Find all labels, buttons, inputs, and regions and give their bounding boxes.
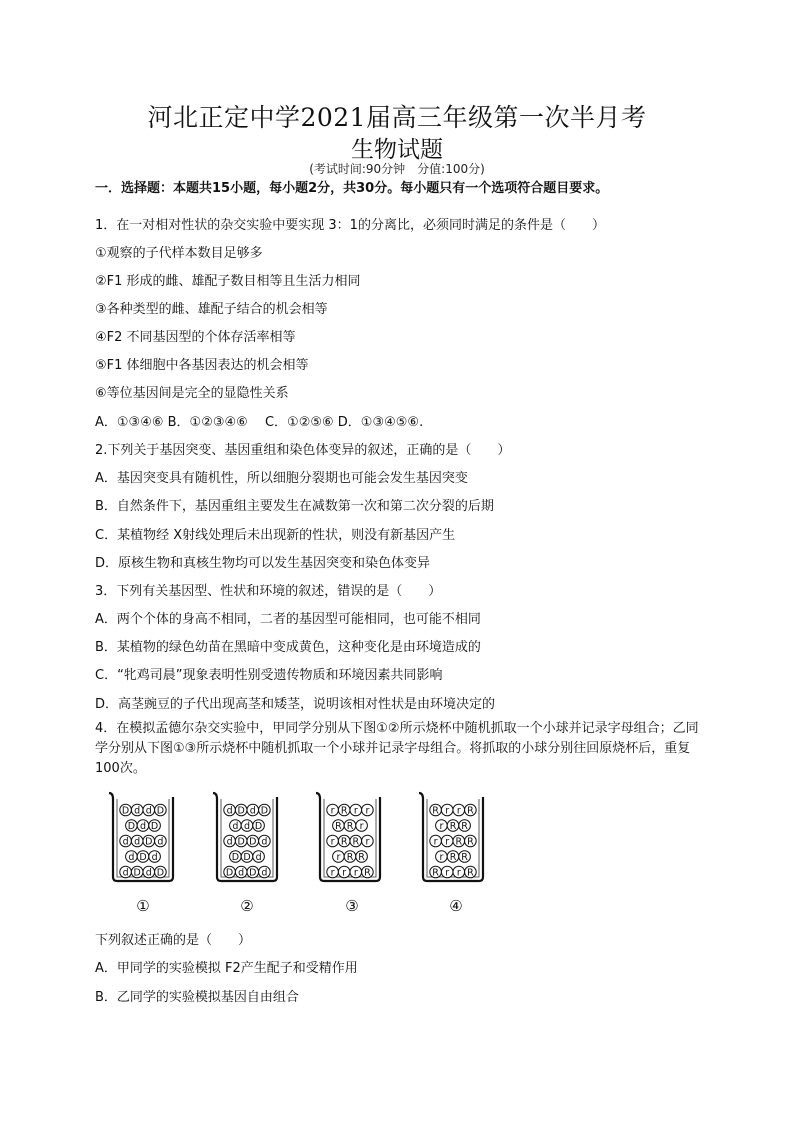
q2-option-d: D．原核生物和真核生物均可以发生基因突变和染色体变异 bbox=[95, 556, 431, 571]
ball-letter: D bbox=[237, 836, 245, 848]
ball-letter: d bbox=[134, 805, 141, 817]
ball-letter: d bbox=[226, 836, 233, 848]
exam-title: 河北正定中学2021届高三年级第一次半月考 bbox=[147, 103, 647, 132]
beaker-label: ③ bbox=[345, 897, 359, 915]
ball-letter: D bbox=[260, 805, 269, 817]
ball-letter: r bbox=[336, 851, 341, 863]
ball-letter: d bbox=[145, 867, 152, 879]
q2-option-c: C．某植物经 X射线处理后未出现新的性状，则没有新基因产生 bbox=[95, 528, 456, 543]
q3-option-a: A．两个个体的身高不相同，二者的基因型可能相同，也可能不相同 bbox=[95, 612, 481, 627]
ball-letter: d bbox=[232, 820, 239, 832]
ball-letter: R bbox=[358, 851, 365, 863]
ball-letter: D bbox=[156, 867, 165, 879]
q2-stem: 2.下列关于基因突变、基因重组和染色体变异的叙述，正确的是（ ） bbox=[95, 443, 511, 458]
ball-letter: d bbox=[261, 836, 268, 848]
ball-letter: D bbox=[145, 836, 153, 848]
ball-letter: r bbox=[439, 851, 444, 863]
ball-letter: R bbox=[467, 867, 474, 879]
q1-item: ②F1 形成的雌、雄配子数目相等且生活力相同 bbox=[95, 274, 361, 289]
ball-letter: D bbox=[225, 867, 234, 879]
beaker-label: ① bbox=[136, 897, 150, 915]
ball-letter: d bbox=[151, 851, 158, 863]
ball-letter: R bbox=[346, 820, 354, 832]
ball-letter: d bbox=[157, 836, 164, 848]
ball-letter: R bbox=[455, 836, 463, 848]
ball-letter: r bbox=[445, 867, 450, 879]
ball-letter: d bbox=[226, 805, 233, 817]
q1-item: ④F2 不同基因型的个体存活率相等 bbox=[95, 330, 296, 345]
ball-letter: r bbox=[330, 836, 335, 848]
ball-letter: d bbox=[128, 851, 135, 863]
ball-letter: d bbox=[134, 836, 141, 848]
ball-letter: R bbox=[467, 805, 474, 817]
ball-letter: d bbox=[255, 851, 262, 863]
ball-letter: D bbox=[249, 836, 257, 848]
ball-letter: d bbox=[139, 820, 147, 832]
q1-item: ①观察的子代样本数目足够多 bbox=[95, 246, 263, 261]
ball-letter: r bbox=[439, 820, 444, 832]
ball-letter: D bbox=[127, 820, 136, 832]
subject-title: 生物试题 bbox=[351, 137, 443, 163]
ball-letter: R bbox=[461, 851, 468, 863]
ball-letter: r bbox=[365, 836, 370, 848]
ball-letter: d bbox=[249, 805, 256, 817]
q1-options: A．①③④⑥ B．①②③④⑥ C．①②⑤⑥ D．①③④⑤⑥. bbox=[95, 415, 424, 430]
q3-stem: 3．下列有关基因型、性状和环境的叙述，错误的是（ ） bbox=[95, 584, 442, 599]
ball-letter: R bbox=[364, 867, 371, 879]
beaker bbox=[316, 793, 380, 881]
ball-letter: D bbox=[243, 851, 251, 863]
ball-letter: d bbox=[122, 836, 129, 848]
ball-letter: D bbox=[121, 805, 130, 817]
ball-letter: D bbox=[254, 820, 263, 832]
ball-letter: r bbox=[353, 867, 358, 879]
ball-letter: R bbox=[346, 851, 354, 863]
ball-letter: r bbox=[445, 836, 450, 848]
section-heading: 一．选择题：本题共15小题，每小题2分，共30分。每小题只有一个选项符合题目要求。 bbox=[95, 181, 609, 196]
ball-letter: r bbox=[433, 836, 438, 848]
q3-option-d: D．高茎豌豆的子代出现高茎和矮茎，说明该相对性状是由环境决定的 bbox=[95, 697, 496, 712]
q4-option-a: A．甲同学的实验模拟 F2产生配子和受精作用 bbox=[95, 961, 358, 976]
q1-item: ③各种类型的雌、雄配子结合的机会相等 bbox=[95, 302, 328, 317]
ball-letter: R bbox=[352, 836, 360, 848]
q1-item: ⑤F1 体细胞中各基因表达的机会相等 bbox=[95, 358, 309, 373]
beaker bbox=[419, 793, 483, 881]
ball-letter: R bbox=[335, 820, 342, 832]
ball-letter: R bbox=[449, 820, 457, 832]
ball-letter: D bbox=[249, 867, 257, 879]
q4-question: 下列叙述正确的是（ ） bbox=[95, 933, 252, 948]
ball-letter: R bbox=[340, 836, 348, 848]
ball-letter: R bbox=[467, 836, 474, 848]
ball-letter: R bbox=[461, 820, 468, 832]
beaker-label: ② bbox=[240, 897, 254, 915]
ball-letter: R bbox=[432, 867, 439, 879]
ball-letter: r bbox=[456, 867, 461, 879]
ball-letter: D bbox=[156, 805, 165, 817]
ball-letter: r bbox=[445, 805, 450, 817]
q1-stem: 1．在一对相对性状的杂交实验中要实现 3：1的分离比，必须同时满足的条件是（ ） bbox=[95, 218, 605, 233]
ball-letter: D bbox=[231, 851, 240, 863]
ball-letter: d bbox=[261, 867, 268, 879]
exam-info: (考试时间:90分钟 分值:100分) bbox=[309, 162, 485, 176]
ball-letter: r bbox=[330, 805, 335, 817]
q3-option-b: B．某植物的绿色幼苗在黑暗中变成黄色，这种变化是由环境造成的 bbox=[95, 640, 481, 655]
ball-letter: d bbox=[122, 867, 129, 879]
ball-letter: r bbox=[365, 805, 370, 817]
ball-letter: R bbox=[432, 805, 439, 817]
ball-letter: r bbox=[330, 867, 335, 879]
ball-letter: r bbox=[353, 805, 358, 817]
q2-option-b: B．自然条件下，基因重组主要发生在减数第一次和第二次分裂的后期 bbox=[95, 499, 494, 514]
ball-letter: r bbox=[456, 805, 461, 817]
beaker bbox=[213, 793, 277, 881]
ball-letter: R bbox=[340, 805, 348, 817]
ball-letter: D bbox=[150, 820, 159, 832]
ball-letter: d bbox=[145, 805, 152, 817]
q2-option-a: A．基因突变具有随机性，所以细胞分裂期也可能会发生基因突变 bbox=[95, 471, 468, 486]
ball-letter: D bbox=[133, 867, 141, 879]
q3-option-c: C．“牝鸡司晨”现象表明性别受遗传物质和环境因素共同影响 bbox=[95, 668, 443, 683]
q1-item: ⑥等位基因间是完全的显隐性关系 bbox=[95, 386, 289, 401]
ball-letter: d bbox=[238, 867, 245, 879]
q4-option-b: B．乙同学的实验模拟基因自由组合 bbox=[95, 990, 299, 1005]
q4-stem: 4．在模拟孟德尔杂交实验中，甲同学分别从下图①②所示烧杯中随机抓取一个小球并记录字母组合；乙同学分别从下图①③所示烧杯中随机抓取一个小球并记录字母组合。将抓取的小球分别往回原烧杯后，重复100次。 bbox=[95, 721, 699, 776]
beaker bbox=[109, 793, 173, 881]
ball-letter: r bbox=[342, 867, 347, 879]
beaker-label: ④ bbox=[449, 897, 463, 915]
ball-letter: r bbox=[359, 820, 364, 832]
ball-letter: D bbox=[139, 851, 147, 863]
ball-letter: R bbox=[449, 851, 457, 863]
ball-letter: d bbox=[243, 820, 251, 832]
ball-letter: D bbox=[237, 805, 245, 817]
